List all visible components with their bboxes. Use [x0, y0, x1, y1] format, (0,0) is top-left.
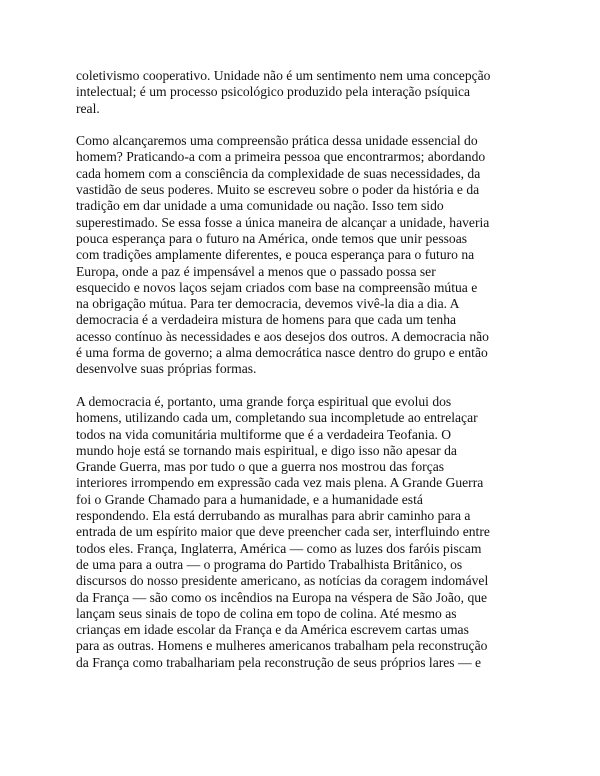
text-line: crianças em idade escolar da França e da América escrevem cartas umas: [76, 622, 469, 638]
text-line: de uma para a outra — o programa do Partido Trabalhista Britânico, os: [76, 556, 463, 572]
text-line: Europa, onde a paz é impensável a menos que o passado possa ser: [76, 263, 436, 279]
document-page: [76, 68, 532, 687]
text-line: pouca esperança para o futuro na América, onde temos que unir pessoas: [76, 230, 468, 246]
paragraph-3: [76, 394, 532, 671]
text-line: homens, utilizando cada um, completando sua incompletude ao entrelaçar: [76, 410, 478, 426]
paragraph-1: [76, 68, 532, 117]
text-line: é uma forma de governo; a alma democrática nasce dentro do grupo e então: [76, 345, 488, 361]
text-line: para as outras. Homens e mulheres americanos trabalham pela reconstrução: [76, 638, 488, 654]
text-line: da França — são como os incêndios na Europa na véspera de São João, que: [76, 589, 488, 605]
text-line: respondendo. Ela está derrubando as muralhas para abrir caminho para a: [76, 508, 471, 524]
text-line: A democracia é, portanto, uma grande força espiritual que evolui dos: [76, 393, 452, 409]
text-line: Grande Guerra, mas por tudo o que a guerra nos mostrou das forças: [76, 459, 445, 475]
text-line: entrada de um espírito maior que deve preencher cada ser, interfluindo entre: [76, 524, 490, 540]
text-line: cada homem com a consciência da complexidade de suas necessidades, da: [76, 165, 481, 181]
text-line: democracia é a verdadeira mistura de homens para que cada um tenha: [76, 312, 457, 328]
text-line: desenvolve suas próprias formas.: [76, 361, 257, 377]
text-line: real.: [76, 100, 100, 116]
text-line: intelectual; é um processo psicológico produzido pela interação psíquica: [76, 84, 471, 100]
text-line: mundo hoje está se tornando mais espiritual, e digo isso não apesar da: [76, 442, 457, 458]
text-line: superestimado. Se essa fosse a única maneira de alcançar a unidade, haveria: [76, 214, 490, 230]
text-line: homem? Praticando-a com a primeira pessoa que encontrarmos; abordando: [76, 149, 486, 165]
text-line: discursos do nosso presidente americano, as notícias da coragem indomável: [76, 573, 489, 589]
text-line: tradição em dar unidade a uma comunidade ou nação. Isso tem sido: [76, 198, 444, 214]
text-line: esquecido e novos laços sejam criados com base na compreensão mútua e: [76, 279, 478, 295]
text-line: coletivismo cooperativo. Unidade não é um sentimento nem uma concepção: [76, 68, 491, 83]
text-line: com tradições amplamente diferentes, e pouca esperança para o futuro na: [76, 247, 475, 263]
text-line: todos eles. França, Inglaterra, América — como as luzes dos faróis piscam: [76, 540, 482, 556]
text-line: foi o Grande Chamado para a humanidade, e a humanidade está: [76, 491, 423, 507]
text-line: da França como trabalhariam pela reconstrução de seus próprios lares — e: [76, 654, 482, 670]
text-line: todos na vida comunitária multiforme que é a verdadeira Teofania. O: [76, 426, 452, 442]
text-line: acesso contínuo às necessidades e aos desejos dos outros. A democracia não: [76, 328, 489, 344]
text-line: lançam seus sinais de topo de colina em topo de colina. Até mesmo as: [76, 605, 457, 621]
text-line: interiores irrompendo em expressão cada vez mais plena. A Grande Guerra: [76, 475, 484, 491]
text-line: na obrigação mútua. Para ter democracia, devemos vivê-la dia a dia. A: [76, 296, 460, 312]
text-line: Como alcançaremos uma compreensão prática dessa unidade essencial do: [76, 133, 478, 149]
paragraph-2: [76, 133, 532, 377]
text-line: vastidão de seus poderes. Muito se escreveu sobre o poder da história e da: [76, 182, 480, 198]
